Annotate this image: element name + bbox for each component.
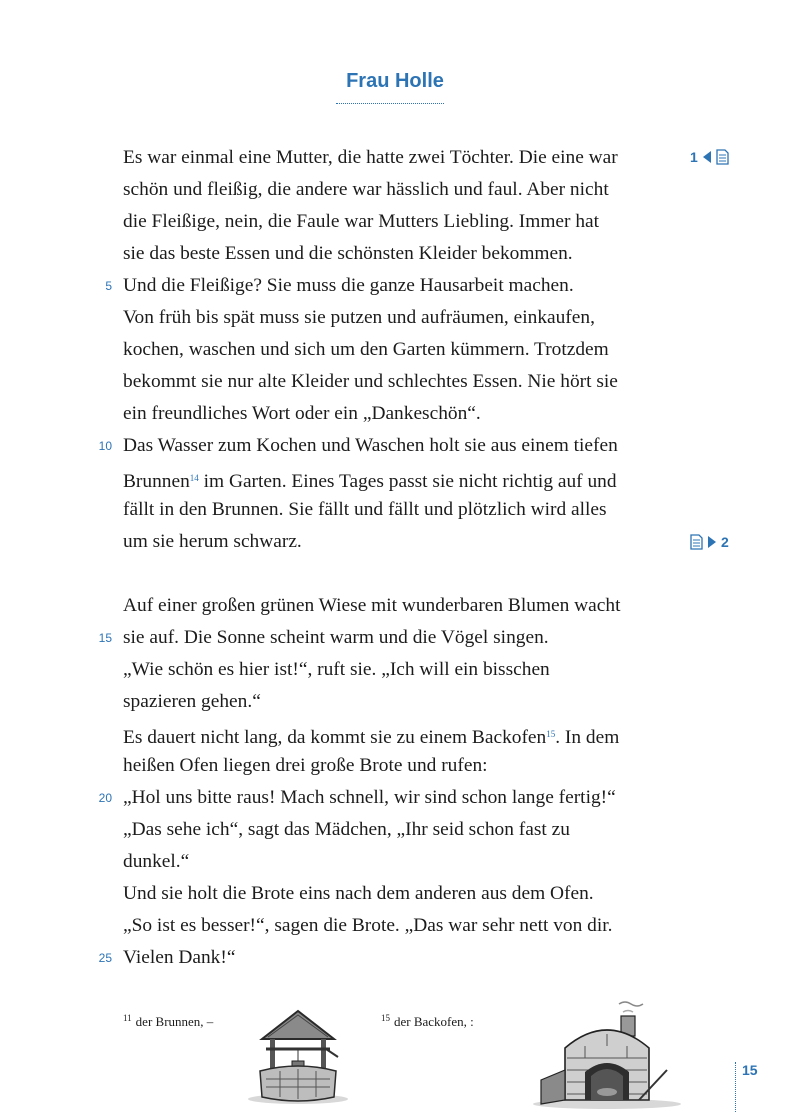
text-line: schön und fleißig, die andere war hässlich und faul. Aber nicht <box>123 179 609 200</box>
text-line: „Wie schön es hier ist!“, ruft sie. „Ich will ein bisschen <box>123 659 550 680</box>
line-number: 10 <box>98 439 112 453</box>
text-line: „Das sehe ich“, sagt das Mädchen, „Ihr seid schon fast zu <box>123 819 570 840</box>
track-number: 1 <box>690 149 698 165</box>
line-number: 5 <box>105 279 112 293</box>
text-line: spazieren gehen.“ <box>123 691 261 712</box>
footnote-number: 11 <box>123 1013 132 1023</box>
text-line: „So ist es besser!“, sagen die Brote. „Das war sehr nett von dir. <box>123 915 613 936</box>
text-line: dunkel.“ <box>123 851 190 872</box>
title-underline <box>336 103 444 104</box>
track-number: 2 <box>721 534 729 550</box>
line-number: 25 <box>98 951 112 965</box>
footnote-text: der Brunnen, – <box>135 1014 214 1029</box>
text-line: sie das beste Essen und die schönsten Kleider bekommen. <box>123 243 573 264</box>
text-line: Auf einer großen grünen Wiese mit wunderbaren Blumen wacht <box>123 595 621 616</box>
text-line: sie auf. Die Sonne scheint warm und die Vögel singen. <box>123 627 549 648</box>
text-line: Das Wasser zum Kochen und Waschen holt sie aus einem tiefen <box>123 435 618 456</box>
footnote-text: der Backofen, : <box>394 1014 474 1029</box>
text-line: die Fleißige, nein, die Faule war Mutters Liebling. Immer hat <box>123 211 600 232</box>
footnote-reference: 14 <box>189 473 199 483</box>
text-segment: im Garten. Eines Tages passt sie nicht richtig auf und <box>198 471 617 492</box>
play-back-icon <box>702 151 712 163</box>
text-line: „Hol uns bitte raus! Mach schnell, wir sind schon lange fertig!“ <box>123 787 616 808</box>
text-line: bekommt sie nur alte Kleider und schlechtes Essen. Nie hört sie <box>123 371 618 392</box>
text-line: Es war einmal eine Mutter, die hatte zwei Töchter. Die eine war <box>123 147 618 168</box>
line-number: 15 <box>98 631 112 645</box>
text-segment: Es dauert nicht lang, da kommt sie zu einem Backofen <box>123 727 547 748</box>
text-line: kochen, waschen und sich um den Garten kümmern. Trotzdem <box>123 339 609 360</box>
text-line <box>123 723 619 749</box>
text-line: Und sie holt die Brote eins nach dem anderen aus dem Ofen. <box>123 883 594 904</box>
text-line: Und die Fleißige? Sie muss die ganze Hausarbeit machen. <box>123 275 574 296</box>
text-line: um sie herum schwarz. <box>123 531 302 552</box>
text-line: ein freundliches Wort oder ein „Dankeschön“. <box>123 403 481 424</box>
line-number: 20 <box>98 791 112 805</box>
footnote-brunnen <box>123 1013 213 1030</box>
text-segment: . In dem <box>555 727 620 748</box>
well-illustration <box>236 1005 360 1105</box>
text-line: fällt in den Brunnen. Sie fällt und fällt und plötzlich wird alles <box>123 499 607 520</box>
text-line: heißen Ofen liegen drei große Brote und rufen: <box>123 755 488 776</box>
page-number-rule <box>735 1062 736 1112</box>
play-forward-icon <box>707 536 717 548</box>
footnote-backofen <box>381 1013 474 1030</box>
text-line: Vielen Dank!“ <box>123 947 236 968</box>
footnote-number: 15 <box>381 1013 390 1023</box>
text-line: Von früh bis spät muss sie putzen und aufräumen, einkaufen, <box>123 307 595 328</box>
footnote-reference: 15 <box>546 729 556 739</box>
audio-track-end[interactable] <box>690 534 729 550</box>
text-segment: Brunnen <box>123 471 190 492</box>
document-icon <box>690 534 703 550</box>
audio-track-start[interactable] <box>690 149 729 165</box>
chapter-title: Frau Holle <box>346 70 444 92</box>
page-number: 15 <box>742 1062 758 1078</box>
text-line <box>123 467 617 493</box>
oven-illustration <box>527 1000 687 1110</box>
document-icon <box>716 149 729 165</box>
